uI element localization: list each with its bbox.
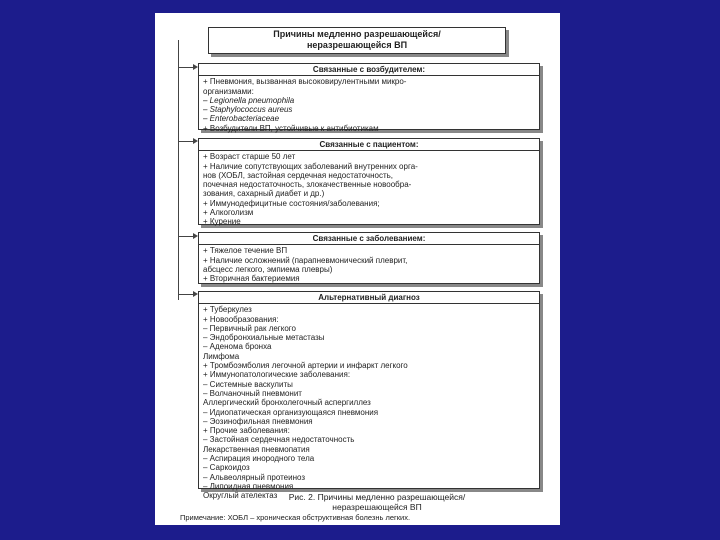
- list-item: Лимфома: [203, 351, 240, 361]
- page-title: [208, 27, 506, 54]
- arrow-to-disease-section: [178, 236, 196, 237]
- list-item: + Вторичная бактериемия: [203, 274, 300, 284]
- list-item: Округлый ателектаз: [203, 491, 278, 501]
- section-disease: [198, 232, 540, 284]
- arrow-to-pathogen-section: [178, 67, 196, 68]
- list-item: – Застойная сердечная недостаточность: [203, 435, 355, 445]
- footnote: Примечание: ХОБЛ – хроническая обструктивная болезнь легких.: [180, 513, 411, 522]
- list-item: – Staphylococcus aureus: [203, 105, 293, 115]
- list-item: – Липоидная пневмония: [203, 481, 294, 491]
- list-item: – Аденома бронха: [203, 342, 272, 352]
- list-item: почечная недостаточность, злокачественные новообра-: [203, 180, 412, 190]
- list-item: + Новообразования:: [203, 314, 279, 324]
- list-item: + Тромбоэмболия легочной артерии и инфаркт легкого: [203, 361, 408, 371]
- list-item: + Наличие сопутствующих заболеваний внутренних орга-: [203, 161, 418, 171]
- list-item: – Волчаночный пневмонит: [203, 388, 302, 398]
- list-item: + Возбудители ВП, устойчивые к антибиотикам: [203, 123, 379, 133]
- list-item: – Саркоидоз: [203, 463, 250, 473]
- list-item: + Возраст старше 50 лет: [203, 152, 296, 162]
- list-item: Лекарственная пневмопатия: [203, 444, 310, 454]
- list-item: – Enterobacteriaceae: [203, 114, 280, 124]
- list-item: зования, сахарный диабет и др.): [203, 189, 325, 199]
- section-patient: [198, 138, 540, 225]
- section-header: Связанные с пациентом:: [199, 139, 539, 151]
- list-item: – Первичный рак легкого: [203, 323, 296, 333]
- list-item: организмами:: [203, 86, 254, 96]
- list-item: + Тяжелое течение ВП: [203, 246, 288, 256]
- flow-connector-line: [178, 40, 179, 300]
- list-item: – Эозинофильная пневмония: [203, 416, 313, 426]
- list-item: + Туберкулез: [203, 305, 252, 315]
- caption-line-2: неразрешающейся ВП: [332, 502, 422, 512]
- list-item: + Прочие заболевания:: [203, 426, 290, 436]
- section-header: Альтернативный диагноз: [199, 292, 539, 304]
- list-item: – Идиопатическая организующаяся пневмония: [203, 407, 379, 417]
- list-item: – Альвеолярный протеиноз: [203, 472, 306, 482]
- list-item: + Наличие осложнений (парапневмонический плеврит,: [203, 255, 408, 265]
- list-item: + Иммунопатологические заболевания:: [203, 370, 351, 380]
- list-item: + Курение: [203, 217, 241, 227]
- list-item: – Аспирация инородного тела: [203, 454, 315, 464]
- title-line-2: неразрешающейся ВП: [306, 40, 408, 50]
- caption-line-1: Рис. 2. Причины медленно разрешающейся/: [288, 492, 466, 502]
- list-item: нов (ХОБЛ, застойная сердечная недостаточность,: [203, 170, 394, 180]
- list-item: + Иммунодефицитные состояния/заболевания;: [203, 198, 380, 208]
- section-header: Связанные с заболеванием:: [199, 233, 539, 245]
- list-item: + Пневмония, вызванная высоковирулентными микро-: [203, 77, 407, 87]
- list-item: – Системные васкулиты: [203, 379, 293, 389]
- list-item: – Эндобронхиальные метастазы: [203, 333, 325, 343]
- list-item: + Алкоголизм: [203, 208, 254, 218]
- figure-caption: [222, 492, 532, 512]
- list-item: абсцесс легкого, эмпиема плевры): [203, 264, 333, 274]
- list-item: – Legionella pneumophila: [203, 95, 295, 105]
- section-pathogen: [198, 63, 540, 133]
- section-header: Связанные с возбудителем:: [199, 64, 539, 76]
- list-item: Аллергический бронхолегочный аспергиллез: [203, 398, 371, 408]
- title-line-1: Причины медленно разрешающейся/: [273, 29, 441, 39]
- arrow-to-patient-section: [178, 141, 196, 142]
- arrow-to-alt-diagnosis-section: [178, 294, 196, 295]
